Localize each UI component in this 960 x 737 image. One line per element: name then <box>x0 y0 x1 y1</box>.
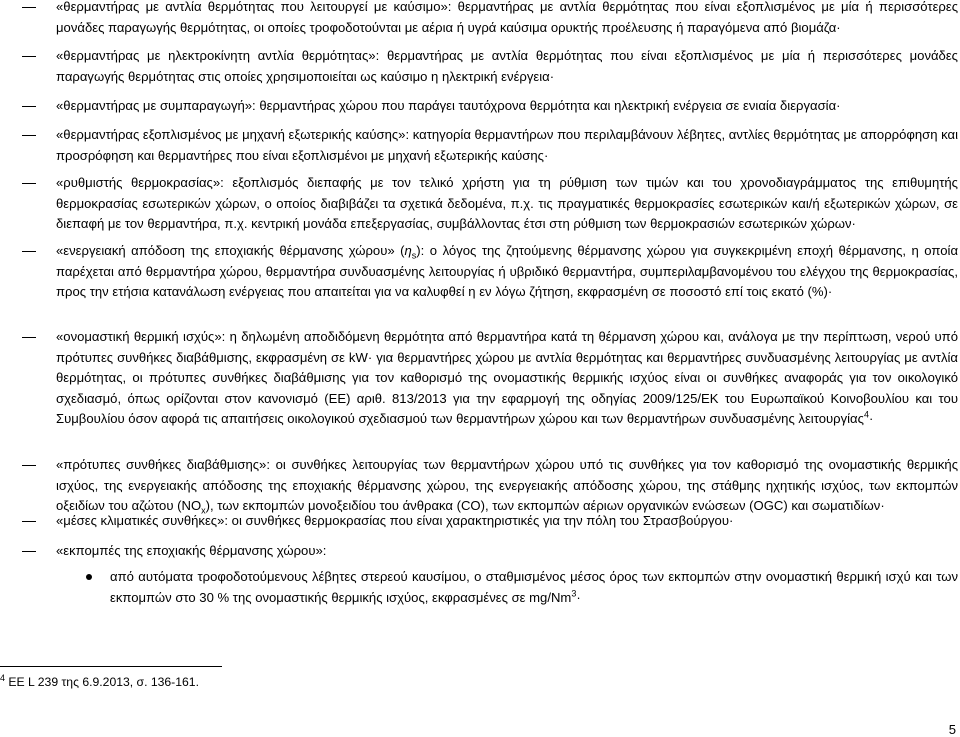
entry-text-middle: · για θερμαντήρες χώρου με αντλία θερμότητας και θερμαντήρες συνδυασμένης λειτουργίας με αντλία θερμότητας, οι πρότυπες συνθήκες διαβάθμισης για τον καθορισμό της ονομαστικής θερμικής ισχύος είναι οι συνθήκες αναφοράς για τον οικολογικό σχεδιασμό, όπως ορίζονται στον κανονισμό (ΕΕ) αριθ. 813/2013 για την εφαρμογή της οδηγίας 2009/125/ΕΚ του Ευρωπαϊκού Κοινοβουλίου και του Συμβουλίου όσον αφορά τις απαιτήσεις οικολογικού σχεδιασμού των θερμαντήρων χώρου και των θερμαντήρων συνδυασμένης λειτουργίας <box>56 349 958 426</box>
definition-entry <box>56 96 958 117</box>
bullet-list-item <box>110 567 958 608</box>
bullet-text-end: · <box>576 589 581 605</box>
entry-text: «εκπομπές της εποχιακής θέρμανσης χώρου»: <box>56 543 327 558</box>
bullet-text-start: από αυτόματα τροφοδοτούμενους λέβητες στερεού καυσίμου, ο σταθμισμένος μέσος όρος των εκπομπών στην ονομαστική θερμική ισχύ και των εκπομπών στο 30 % της ονομαστικής θερμικής ισχύος, εκφρασμένες σε mg/Nm <box>110 569 958 605</box>
entry-text-end: · <box>868 411 874 426</box>
superscript: 3 <box>571 588 577 599</box>
definition-entry <box>56 0 958 38</box>
definition-entry <box>56 511 958 532</box>
entry-text: «ρυθμιστής θερμοκρασίας»: εξοπλισμός διεπαφής με τον τελικό χρήστη για τη ρύθμιση των τιμών και του χρονοδιαγράμματος της επιθυμητής θερμοκρασίας εσωτερικών χώρων, ο οποίος διαβιβάζει τα σχετικά δεδομένα, π.χ. τις πραγματικές θερμοκρασίες εσωτερικών και/ή εξωτερικών χώρων, σε διεπαφή με τον θερμαντήρα, π.χ. κεντρική μονάδα επεξεργασίας, συμβάλλοντας έτσι στη ρύθμιση των θερμοκρασιών εσωτερικών χώρων· <box>56 175 958 231</box>
entry-text-start: «ονομαστική θερμική ισχύς»: η δηλωμένη αποδιδόμενη θερμότητα από θερμαντήρα κατά τη θέρμανση χώρου και, ανάλογα με την περίπτωση, νερού υπό πρότυπες συνθήκες διαβάθμισης, εκφρασμένη σε kW <box>56 329 958 365</box>
definition-entry <box>56 241 958 303</box>
entry-text: «θερμαντήρας με ηλεκτροκίνητη αντλία θερμότητας»: θερμαντήρας με αντλία θερμότητας που είναι εξοπλισμένος με μία ή περισσότερες μονάδες παραγωγής θερμότητας στις οποίες χρησιμοποιείται ως καύσιμο η ηλεκτρική ενέργεια· <box>56 48 958 84</box>
entry-text-end: ): ο λόγος της ζητούμενης θέρμανσης χώρου για συγκεκριμένη εποχή θέρμανσης, η οποία παρέχεται από θερμαντήρα χώρου, θερμαντήρα συνδυασμένης λειτουργίας ή υβριδικό θερμαντήρα, συμπεριλαμβανομένου του ελέγχου της θερμοκρασίας, προς την ετήσια κατανάλωση ενέργειας που απαιτείται για να καλυφθεί η εν λόγω ζήτηση, εκφρασμένη σε ποσοστό επί τοις εκατό (%)· <box>56 243 959 299</box>
definition-entry <box>56 455 958 517</box>
entry-text: «θερμαντήρας με συμπαραγωγή»: θερμαντήρας χώρου που παράγει ταυτόχρονα θερμότητα και ηλεκτρική ενέργεια σε ενιαία διεργασία· <box>56 98 841 113</box>
footnote-number: 4 <box>0 672 6 683</box>
definition-entry <box>56 327 958 430</box>
footnote-reference: 4 <box>863 409 869 420</box>
definition-entry <box>56 541 958 562</box>
footnote-separator <box>0 666 222 667</box>
entry-text: «θερμαντήρας με αντλία θερμότητας που λειτουργεί με καύσιμο»: θερμαντήρας με αντλία θερμότητας που είναι εξοπλισμένος με μία ή περισσότερες μονάδες παραγωγής θερμότητας, οι οποίες τροφοδοτούνται με αέρια ή υγρά καύσιμα ορυκτής προέλευσης ή παραγόμενα από βιομάζα· <box>56 0 958 35</box>
definition-entry <box>56 125 958 166</box>
subscript: x <box>201 505 206 516</box>
bullet-icon <box>86 574 92 580</box>
definition-entry <box>56 46 958 87</box>
footnote <box>0 674 199 690</box>
footnote-text: EE L 239 της 6.9.2013, σ. 136-161. <box>8 675 199 689</box>
definition-entry <box>56 173 958 235</box>
entry-text-start: «πρότυπες συνθήκες διαβάθμισης»: οι συνθήκες λειτουργίας των θερμαντήρων χώρου υπό τις συνθήκες για τον καθορισμό της ονομαστικής θερμικής ισχύος, της ενεργειακής απόδοσης της εποχιακής θέρμανσης χώρου, της ενεργειακής απόδοσης χώρου, της στάθμης ηχητικής ισχύος, των εκπομπών οξειδίων του αζώτου (NO <box>56 457 958 513</box>
page-number: 5 <box>948 722 956 737</box>
eta-symbol: η <box>404 243 412 258</box>
entry-text: «θερμαντήρας εξοπλισμένος με μηχανή εξωτερικής καύσης»: κατηγορία θερμαντήρων που περιλαμβάνουν λέβητες, αντλίες θερμότητας με απορρόφηση και προσρόφηση και θερμαντήρες που είναι εξοπλισμένοι με μηχανή εξωτερικής καύσης· <box>56 127 959 163</box>
entry-text: «μέσες κλιματικές συνθήκες»: οι συνθήκες θερμοκρασίας που είναι χαρακτηριστικές για την πόλη του Στρασβούργου· <box>56 513 734 528</box>
entry-text-start: «ενεργειακή απόδοση της εποχιακής θέρμανσης χώρου» ( <box>56 243 405 258</box>
subscript: s <box>411 250 417 261</box>
entry-text-end: ), των εκπομπών μονοξειδίου του άνθρακα (CO), των εκπομπών αέριων οργανικών ενώσεων (OGC) και σωματιδίων· <box>205 498 885 513</box>
